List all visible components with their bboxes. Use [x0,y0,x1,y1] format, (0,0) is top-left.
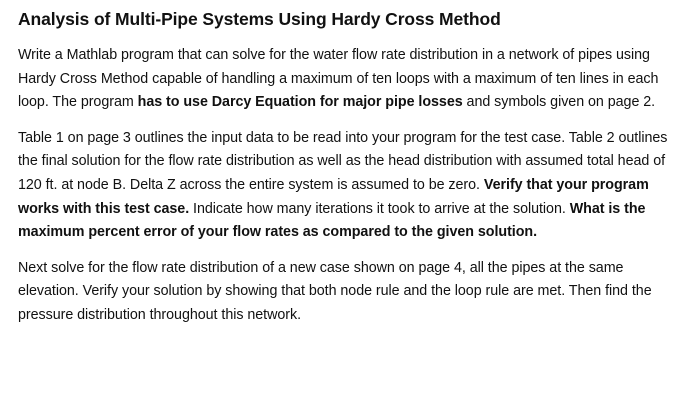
paragraph-1-text-2: and symbols given on page 2. [462,94,656,111]
paragraph-1-bold-1: has to use Darcy Equation for major pipe losses [137,94,463,111]
paragraph-2-text-2: Indicate how many iterations it took to arrive at the solution. [189,200,570,217]
paragraph-1-text-1: Write a Mathlab program that can solve for the water flow rate distribution in a network of pipes using Hardy Cross Method capable of handling a maximum of ten loops with a maximum of ten lines in each loop. The program [18,47,659,111]
paragraph-2-bold-1: Verify that your program works with this test case. [18,176,649,217]
paragraph-1 [18,44,686,115]
paragraph-3 [18,257,686,328]
paragraph-2-text-1: Table 1 on page 3 outlines the input data to be read into your program for the test case. Table 2 outlines the final solution for the flow rate distribution as well as the head distribution with assumed total head of 120 ft. at node B. Delta Z across the entire system is assumed to be zero. [18,129,668,193]
paragraph-2-bold-2: What is the maximum percent error of your flow rates as compared to the given solution. [18,200,646,241]
document-title: Analysis of Multi-Pipe Systems Using Hardy Cross Method [18,9,501,29]
paragraph-2 [18,127,686,245]
paragraph-3-text-1: Next solve for the flow rate distribution of a new case shown on page 4, all the pipes at the same elevation. Verify your solution by showing that both node rule and the loop rule are met. Then find the pressure distribution throughout this network. [18,259,652,323]
